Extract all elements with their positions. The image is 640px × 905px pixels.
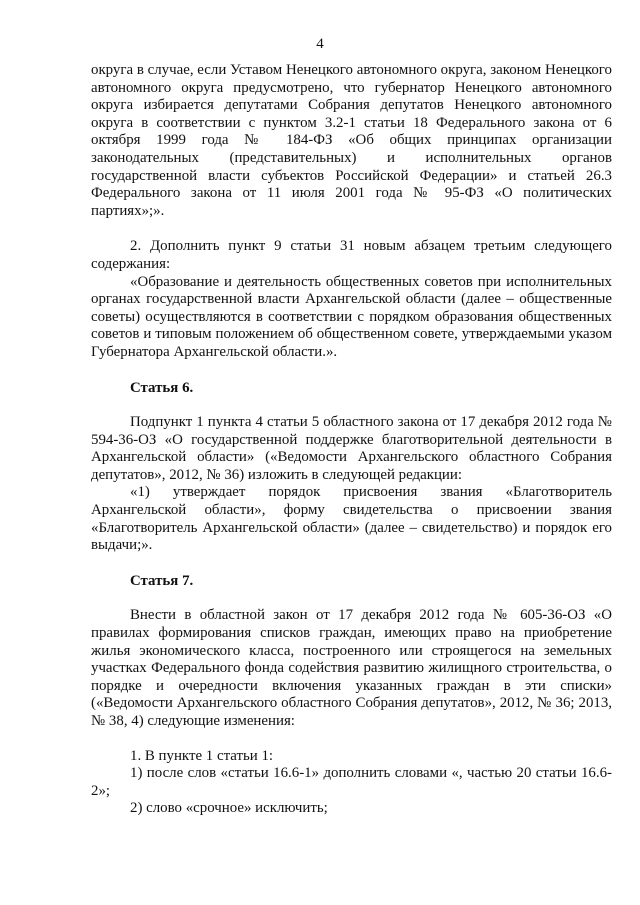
- paragraph-article-7-subitem-2: 2) слово «срочное» исключить;: [130, 800, 328, 817]
- article-6-heading: Статья 6.: [130, 379, 194, 396]
- paragraph-article-6-intro: Подпункт 1 пункта 4 статьи 5 областного закона от 17 декабря 2012 года № 594-36-ОЗ «О государственной поддержке благотворительной деятельности в Архангельской области» («Ведомости Архангельского областного Собрания депутатов», 2012, № 36) изложить в следующей редакции:: [91, 414, 612, 483]
- paragraph-article-7-subitem-1: 1) после слов «статьи 16.6-1» дополнить словами «, частью 20 статьи 16.6-2»;: [91, 765, 612, 799]
- paragraph-article-7-item-1: 1. В пункте 1 статьи 1:: [130, 747, 274, 764]
- paragraph-item-2: 2. Дополнить пункт 9 статьи 31 новым абзацем третьим следующего содержания:: [91, 238, 612, 272]
- page-number: 4: [316, 36, 324, 52]
- document-body: [91, 62, 612, 818]
- article-7-heading: Статья 7.: [130, 572, 194, 589]
- paragraph-quote-public-councils: «Образование и деятельность общественных советов при исполнительных органах государственной власти Архангельской области (далее – общественные советы) осуществляются в соответствии с порядком образования общественных советов и типовым положением об общественном совете, утверждаемыми указом Губернатора Архангельской области.».: [91, 273, 612, 360]
- paragraph-article-7-intro: Внести в областной закон от 17 декабря 2012 года № 605-36-ОЗ «О правилах формирования списков граждан, имеющих право на приобретение жилья экономического класса, построенного или строящегося на земельных участках Федерального фонда содействия развитию жилищного строительства, о порядке и очередности включения указанных граждан в эти списки» («Ведомости Архангельского областного Собрания депутатов», 2012, № 36; 2013, № 38, 4) следующие изменения:: [91, 607, 612, 729]
- paragraph-article-6-quote: «1) утверждает порядок присвоения звания «Благотворитель Архангельской области», форму свидетельства о присвоении звания «Благотворитель Архангельской области» (далее – свидетельство) и порядок его выдачи;».: [91, 484, 612, 554]
- paragraph-continuation: округа в случае, если Уставом Ненецкого автономного округа, законом Ненецкого автономного округа предусмотрено, что губернатор Ненецкого автономного округа избирается депутатами Собрания депутатов Ненецкого автономного округа в соответствии с пунктом 3.2-1 статьи 18 Федерального закона от 6 октября 1999 года № 184-ФЗ «Об общих принципах организации законодательных (представительных) и исполнительных органов государственной власти субъектов Российской Федерации» и статьей 26.3 Федерального закона от 11 июля 2001 года № 95-ФЗ «О политических партиях»;».: [91, 62, 612, 219]
